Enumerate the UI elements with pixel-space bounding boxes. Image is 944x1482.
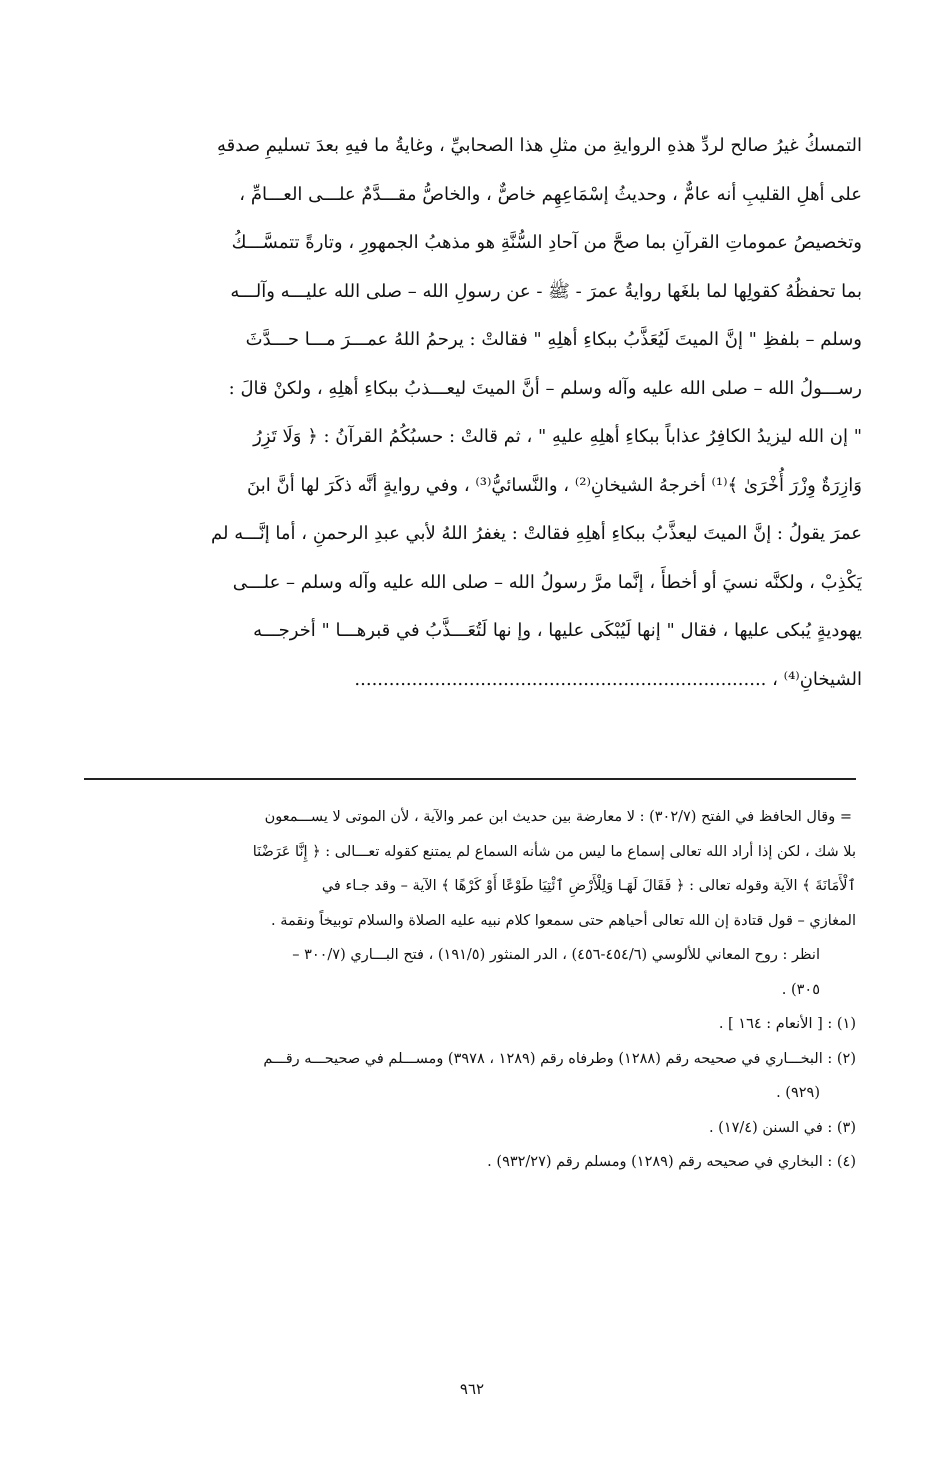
main-text-line: وَازِرَةٌ وِزْرَ أُخْرَىٰ ﴾⁽¹⁾ أخرجهُ الشيخانِ⁽²⁾ ، والنَّسائيُّ⁽³⁾ ، وفي روايةٍ أنَّه ذكَرَ لها أنَّ ابنَ [247, 474, 862, 496]
main-text-line: الشيخانِ⁽⁴⁾ ، ........................................................................ [354, 668, 862, 690]
main-text-line: على أهلِ القليبِ أنه عامٌّ ، وحديثُ إسْمَاعِهِم خاصٌّ ، والخاصُّ مقـــدَّمٌ علـــى العـــامِّ ، [239, 183, 862, 205]
footnote-line: بلا شك ، لكن إذا أراد الله تعالى إسماع ما ليس من شأنه السماع لم يمتنع كقوله تعـــالى : ﴿ إِنَّا عَرَضْنَا [252, 843, 856, 860]
footnotes-block [84, 800, 856, 1180]
main-text-line: " إن الله ليزيدُ الكافِرُ عذاباً ببكاءِ أهلِهِ عليهِ " ، ثم قالتْ : حسبُكُمُ القرآنُ : ﴿ وَلَا تَزِرُ [253, 426, 862, 447]
footnote-line: المغازي – قول قتادة إن الله تعالى أحياهم حتى سمعوا كلام نبيه عليه الصلاة والسلام توبيخاً ونقمة . [271, 912, 856, 929]
footnote-item-2: (٢) : البخـــاري في صحيحه رقم (١٢٨٨) وطرفاه رقم (١٢٨٩ ، ٣٩٧٨) ومســـلم في صحيحـــه رقـــم [263, 1050, 856, 1067]
main-text-line: رســـولُ الله – صلى الله عليه وآله وسلم – أنَّ الميتَ ليعـــذبُ ببكاءِ أهلِهِ ، ولكنْ قالَ : [228, 377, 862, 399]
footnote-item-1: (١) : [ الأنعام : ١٦٤ ] . [718, 1016, 856, 1032]
main-text-line: وسلم – بلفظِ " إنَّ الميتَ لَيُعَذَّبُ ببكاءِ أهلِهِ " فقالتْ : يرحمُ اللهُ عمـــرَ مـــا حـــدَّثَ [245, 329, 862, 350]
main-text-line: بما تحفظُهُ كقولِها لما بلغَها روايةُ عمرَ - ﷺ - عن رسولِ الله – صلى الله عليـــه وآلـــه [230, 280, 862, 302]
main-text-line: التمسكُ غيرُ صالح لردِّ هذهِ الروايةِ من مثلِ هذا الصحابيِّ ، وغايةُ ما فيهِ بعدَ تسليمِ صدقهِ [217, 135, 862, 156]
main-text-block [86, 122, 862, 704]
footnote-separator [84, 778, 856, 780]
footnote-line: ٱلْأَمَانَةَ ﴾ الآية وقوله تعالى : ﴿ فَقَالَ لَهَـا وَلِلْأَرْضِ ٱئْتِيَا طَوْعًا أَوْ كَرْهًا ﴾ الآية – وقد جـاء في [321, 878, 856, 894]
main-text-line: وتخصيصُ عموماتِ القرآنِ بما صحَّ من آحادِ السُّنَّةِ هو مذهبُ الجمهورِ ، وتارةً تتمسَّـــكُ [231, 232, 862, 253]
footnote-line: ٣٠٥) . [781, 981, 820, 998]
footnote-line: = وقال الحافظ في الفتح (٣٠٢/٧) : لا معارضة بين حديث ابن عمر والآية ، لأن الموتى لا يســـمعون [264, 809, 852, 825]
main-text-line: عمرَ يقولُ : إنَّ الميتَ ليعذَّبُ ببكاءِ أهلِهِ فقالتْ : يغفرُ اللهُ لأبي عبدِ الرحمنِ ، أما إنَّـــه لم [211, 523, 862, 544]
footnote-item-2-continuation: (٩٢٩) . [776, 1085, 820, 1101]
footnote-item-4: (٤) : البخاري في صحيحه رقم (١٢٨٩) ومسلم رقم (٩٣٢/٢٧) . [487, 1154, 856, 1170]
footnote-item-3: (٣) : في السنن (١٧/٤) . [708, 1119, 856, 1136]
main-text-line: يَكْذِبْ ، ولكنَّه نسيَ أو أخطأَ ، إنَّما مرَّ رسولُ الله – صلى الله عليه وآله وسلم – علـــى [232, 571, 862, 593]
page-number: ٩٦٢ [459, 1380, 485, 1398]
main-text-line: يهوديةٍ يُبكى عليها ، فقال " إنها لَيُبْكَى عليها ، وإ نها لَتُعَـــذَّبُ في قبرهـــا " أخرجـــه [253, 620, 862, 641]
footnote-line: انظر : روح المعاني للألوسي (٤٥٤/٦-٤٥٦) ، الدر المنثور (١٩١/٥) ، فتح البـــاري (٣٠٠/٧ – [292, 947, 820, 963]
